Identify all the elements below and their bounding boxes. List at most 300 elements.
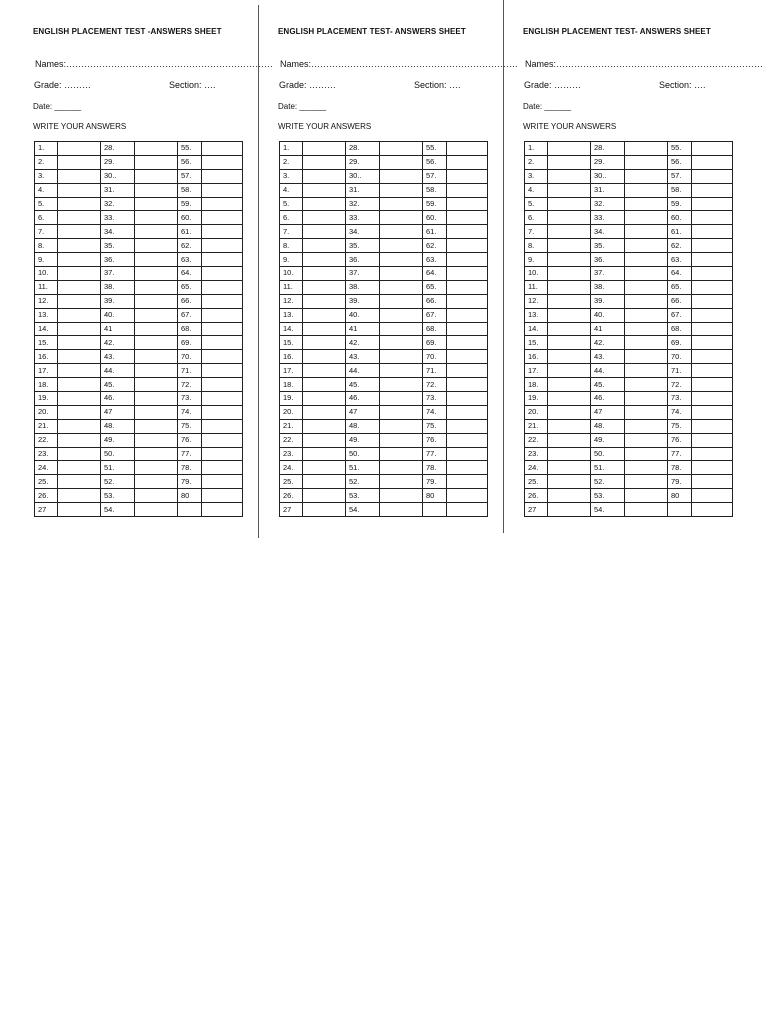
answer-cell[interactable] [380,350,423,364]
question-number: 37. [346,267,380,281]
answer-cell[interactable] [202,433,243,447]
answer-cell[interactable] [692,419,733,433]
answer-cell[interactable] [548,322,591,336]
answer-cell[interactable] [625,308,668,322]
answer-cell[interactable] [447,280,488,294]
answer-cell[interactable] [135,322,178,336]
answer-cell[interactable] [380,392,423,406]
question-number: 47 [591,405,625,419]
answer-cell[interactable] [625,239,668,253]
answer-cell[interactable] [447,267,488,281]
answer-cell[interactable] [625,280,668,294]
answer-cell[interactable] [202,475,243,489]
answer-cell[interactable] [202,419,243,433]
answer-cell[interactable] [380,253,423,267]
answer-cell[interactable] [692,225,733,239]
answer-cell[interactable] [58,322,101,336]
question-number: 16. [35,350,58,364]
answer-cell[interactable] [58,308,101,322]
answer-cell[interactable] [380,419,423,433]
answer-cell[interactable] [135,308,178,322]
question-number: 19. [280,392,303,406]
answer-cell[interactable] [380,405,423,419]
answer-cell[interactable] [447,225,488,239]
answer-cell[interactable] [447,447,488,461]
answer-cell[interactable] [380,475,423,489]
question-number: 77. [423,447,447,461]
question-number: 2. [35,155,58,169]
question-number: 6. [280,211,303,225]
answer-cell[interactable] [58,461,101,475]
answer-cell[interactable] [303,280,346,294]
answer-cell[interactable] [303,419,346,433]
answer-cell[interactable] [447,322,488,336]
answer-cell[interactable] [625,364,668,378]
answer-cell[interactable] [447,155,488,169]
answer-cell[interactable] [202,183,243,197]
answer-cell[interactable] [202,280,243,294]
answer-cell[interactable] [58,142,101,156]
answer-cell[interactable] [548,475,591,489]
answer-cell[interactable] [625,378,668,392]
answer-cell[interactable] [447,419,488,433]
answer-cell[interactable] [548,350,591,364]
answer-cell[interactable] [303,211,346,225]
answer-cell[interactable] [625,461,668,475]
answer-cell[interactable] [303,405,346,419]
answer-cell[interactable] [447,239,488,253]
table-row [525,350,733,364]
answer-cell[interactable] [548,267,591,281]
sheet-title: ENGLISH PLACEMENT TEST- ANSWERS SHEET [278,27,466,36]
answer-cell[interactable] [447,461,488,475]
answer-cell[interactable] [380,322,423,336]
answer-cell[interactable] [58,364,101,378]
answer-cell[interactable] [58,336,101,350]
question-number: 27 [35,503,58,517]
answer-cell[interactable] [625,447,668,461]
question-number: 21. [525,419,548,433]
answer-cell[interactable] [303,336,346,350]
answer-cell[interactable] [303,475,346,489]
answer-cell[interactable] [303,433,346,447]
answer-cell[interactable] [202,322,243,336]
answer-cell[interactable] [625,211,668,225]
answer-cell[interactable] [303,225,346,239]
answer-cell[interactable] [625,336,668,350]
question-number: 35. [591,239,625,253]
question-number: 55. [178,142,202,156]
answer-cell[interactable] [202,239,243,253]
answer-cell[interactable] [135,142,178,156]
answer-cell[interactable] [548,155,591,169]
answer-cell[interactable] [625,475,668,489]
answer-cell[interactable] [625,350,668,364]
answer-cell[interactable] [692,142,733,156]
answer-cell[interactable] [548,503,591,517]
answer-cell[interactable] [380,211,423,225]
answer-cell[interactable] [202,197,243,211]
answer-cell[interactable] [380,378,423,392]
answer-cell[interactable] [202,253,243,267]
answer-cell[interactable] [692,350,733,364]
answer-cell[interactable] [447,308,488,322]
answer-cell[interactable] [58,447,101,461]
answer-cell[interactable] [135,489,178,503]
answer-cell[interactable] [625,197,668,211]
answer-cell[interactable] [447,405,488,419]
question-number: 41 [591,322,625,336]
answer-cell[interactable] [58,392,101,406]
answer-cell[interactable] [548,461,591,475]
answer-cell[interactable] [202,392,243,406]
answer-cell[interactable] [625,267,668,281]
answer-cell[interactable] [447,489,488,503]
answer-cell[interactable] [135,267,178,281]
question-number: 7. [280,225,303,239]
answer-cell[interactable] [692,392,733,406]
answer-cell[interactable] [692,322,733,336]
question-number: 36. [346,253,380,267]
answer-cell[interactable] [548,405,591,419]
answer-cell[interactable] [303,364,346,378]
answer-cell[interactable] [58,419,101,433]
answer-cell[interactable] [135,294,178,308]
answer-cell[interactable] [548,308,591,322]
question-number: 64. [668,267,692,281]
answer-cell[interactable] [58,197,101,211]
answer-cell[interactable] [202,155,243,169]
table-row [525,253,733,267]
question-number: 11. [525,280,548,294]
answer-cell[interactable] [692,503,733,517]
answer-cell[interactable] [58,350,101,364]
question-number: 62. [423,239,447,253]
answer-cell[interactable] [692,294,733,308]
answer-cell[interactable] [447,475,488,489]
answer-cell[interactable] [303,308,346,322]
answer-cell[interactable] [303,378,346,392]
answer-cell[interactable] [58,489,101,503]
answer-cell[interactable] [58,378,101,392]
answer-cell[interactable] [303,294,346,308]
table-row [525,169,733,183]
answer-cell[interactable] [58,267,101,281]
answer-cell[interactable] [380,267,423,281]
answer-cell[interactable] [548,142,591,156]
answer-cell[interactable] [380,489,423,503]
answer-cell[interactable] [548,433,591,447]
answer-cell[interactable] [202,364,243,378]
answer-cell[interactable] [692,169,733,183]
answer-cell[interactable] [58,294,101,308]
answer-cell[interactable] [447,169,488,183]
answer-cell[interactable] [625,489,668,503]
answer-cell[interactable] [135,239,178,253]
answer-cell[interactable] [447,183,488,197]
answer-cell[interactable] [380,280,423,294]
grade-field: Grade: ……… [279,80,337,90]
answer-cell[interactable] [135,433,178,447]
answer-cell[interactable] [202,267,243,281]
answer-cell[interactable] [692,183,733,197]
answer-cell[interactable] [692,364,733,378]
answer-cell[interactable] [303,169,346,183]
answer-cell[interactable] [548,294,591,308]
answer-cell[interactable] [447,197,488,211]
answer-cell[interactable] [303,239,346,253]
answer-cell[interactable] [548,211,591,225]
answer-cell[interactable] [447,336,488,350]
answer-cell[interactable] [58,183,101,197]
answer-cell[interactable] [380,308,423,322]
answer-cell[interactable] [303,392,346,406]
answer-cell[interactable] [380,155,423,169]
answer-cell[interactable] [303,197,346,211]
answer-cell[interactable] [135,503,178,517]
answer-cell[interactable] [135,280,178,294]
answer-cell[interactable] [447,378,488,392]
answer-cell[interactable] [135,447,178,461]
answer-cell[interactable] [447,294,488,308]
table-row [35,419,243,433]
question-number: 67. [423,308,447,322]
answer-cell[interactable] [692,447,733,461]
answer-cell[interactable] [625,253,668,267]
answer-cell[interactable] [58,475,101,489]
answer-cell[interactable] [135,155,178,169]
answer-cell[interactable] [625,392,668,406]
answer-cell[interactable] [380,294,423,308]
answer-cell[interactable] [692,197,733,211]
answer-cell[interactable] [135,461,178,475]
answer-cell[interactable] [135,169,178,183]
question-number: 9. [525,253,548,267]
answer-cell[interactable] [380,197,423,211]
answer-cell[interactable] [625,433,668,447]
answer-cell[interactable] [380,447,423,461]
question-number: 21. [280,419,303,433]
answer-cell[interactable] [548,197,591,211]
answer-cell[interactable] [548,225,591,239]
answer-cell[interactable] [58,433,101,447]
answer-cell[interactable] [625,225,668,239]
answer-cell[interactable] [548,336,591,350]
answer-cell[interactable] [58,405,101,419]
answer-cell[interactable] [202,405,243,419]
answer-cell[interactable] [58,225,101,239]
answer-cell[interactable] [58,280,101,294]
answer-cell[interactable] [58,155,101,169]
question-number: 16. [525,350,548,364]
question-number: 13. [525,308,548,322]
answer-cell[interactable] [202,225,243,239]
answer-cell[interactable] [135,392,178,406]
answers-table [524,141,733,517]
answer-cell[interactable] [202,142,243,156]
answer-cell[interactable] [625,322,668,336]
answer-cell[interactable] [692,253,733,267]
answer-cell[interactable] [380,239,423,253]
answer-cell[interactable] [625,142,668,156]
table-row [280,142,488,156]
answer-cell[interactable] [380,142,423,156]
answer-cell[interactable] [692,433,733,447]
answer-cell[interactable] [692,405,733,419]
answer-cell[interactable] [447,364,488,378]
answer-cell[interactable] [548,364,591,378]
answer-cell[interactable] [380,169,423,183]
table-row [525,364,733,378]
table-row [280,447,488,461]
question-number: 28. [346,142,380,156]
answer-cell[interactable] [625,183,668,197]
answer-cell[interactable] [548,489,591,503]
answer-cell[interactable] [548,447,591,461]
answer-cell[interactable] [58,169,101,183]
answer-cell[interactable] [625,169,668,183]
answer-cell[interactable] [303,447,346,461]
answer-cell[interactable] [135,364,178,378]
answer-cell[interactable] [202,308,243,322]
answer-cell[interactable] [303,350,346,364]
answer-cell[interactable] [447,350,488,364]
answer-cell[interactable] [303,155,346,169]
answer-cell[interactable] [135,336,178,350]
answer-cell[interactable] [202,350,243,364]
answer-cell[interactable] [135,475,178,489]
answer-cell[interactable] [135,197,178,211]
answer-cell[interactable] [202,489,243,503]
answer-cell[interactable] [135,419,178,433]
table-row [35,433,243,447]
answer-cell[interactable] [135,211,178,225]
answer-cell[interactable] [380,336,423,350]
answer-cell[interactable] [625,155,668,169]
answer-cell[interactable] [692,378,733,392]
answer-cell[interactable] [303,503,346,517]
question-number: 18. [525,378,548,392]
answer-cell[interactable] [380,183,423,197]
answer-cell[interactable] [380,364,423,378]
answer-cell[interactable] [548,378,591,392]
table-row [35,461,243,475]
question-number: 41 [101,322,135,336]
answer-cell[interactable] [692,308,733,322]
answer-cell[interactable] [447,392,488,406]
answer-cell[interactable] [135,225,178,239]
answer-cell[interactable] [303,183,346,197]
answer-cell[interactable] [202,294,243,308]
answer-cell[interactable] [303,267,346,281]
answer-cell[interactable] [303,461,346,475]
answer-cell[interactable] [135,183,178,197]
answer-cell[interactable] [202,461,243,475]
question-number: 51. [591,461,625,475]
answer-cell[interactable] [135,405,178,419]
table-row [280,197,488,211]
answer-cell[interactable] [447,433,488,447]
answer-cell[interactable] [548,239,591,253]
answer-cell[interactable] [548,419,591,433]
question-number: 68. [423,322,447,336]
answer-cell[interactable] [58,211,101,225]
answer-cell[interactable] [135,253,178,267]
question-number: 58. [178,183,202,197]
table-row [525,503,733,517]
answer-cell[interactable] [135,378,178,392]
table-row [35,392,243,406]
answer-cell[interactable] [625,294,668,308]
answers-table [34,141,243,517]
answer-cell[interactable] [692,239,733,253]
answer-cell[interactable] [303,142,346,156]
answer-cell[interactable] [447,503,488,517]
question-number: 26. [525,489,548,503]
answer-cell[interactable] [58,239,101,253]
answer-cell[interactable] [202,447,243,461]
question-number: 61. [178,225,202,239]
answer-cell[interactable] [202,378,243,392]
answer-cell[interactable] [692,489,733,503]
answer-cell[interactable] [58,503,101,517]
answer-cell[interactable] [692,461,733,475]
answer-cell[interactable] [447,211,488,225]
question-number: 57. [668,169,692,183]
answer-cell[interactable] [202,503,243,517]
answer-cell[interactable] [548,280,591,294]
answer-cell[interactable] [548,392,591,406]
answer-cell[interactable] [303,322,346,336]
answer-cell[interactable] [625,419,668,433]
answer-cell[interactable] [692,280,733,294]
answer-cell[interactable] [548,183,591,197]
question-number: 71. [178,364,202,378]
answer-cell[interactable] [692,211,733,225]
answer-cell[interactable] [380,433,423,447]
question-number: 34. [346,225,380,239]
answer-cell[interactable] [692,155,733,169]
answer-cell[interactable] [692,267,733,281]
question-number: 72. [668,378,692,392]
answer-cell[interactable] [380,225,423,239]
answer-cell[interactable] [548,169,591,183]
answer-cell[interactable] [447,253,488,267]
answer-cell[interactable] [447,142,488,156]
table-row [525,433,733,447]
answer-cell[interactable] [548,253,591,267]
question-number: 60. [178,211,202,225]
answer-cell[interactable] [202,336,243,350]
answer-cell[interactable] [303,489,346,503]
question-number: 74. [668,405,692,419]
answer-cell[interactable] [692,336,733,350]
table-row [35,308,243,322]
answer-cell[interactable] [380,503,423,517]
question-number [423,503,447,517]
answer-cell[interactable] [303,253,346,267]
answer-cell[interactable] [202,169,243,183]
answer-cell[interactable] [202,211,243,225]
question-number: 23. [35,447,58,461]
answer-cell[interactable] [625,405,668,419]
answer-cell[interactable] [692,475,733,489]
question-number: 53. [346,489,380,503]
answer-cell[interactable] [625,503,668,517]
answer-cell[interactable] [380,461,423,475]
answer-cell[interactable] [135,350,178,364]
answer-cell[interactable] [58,253,101,267]
